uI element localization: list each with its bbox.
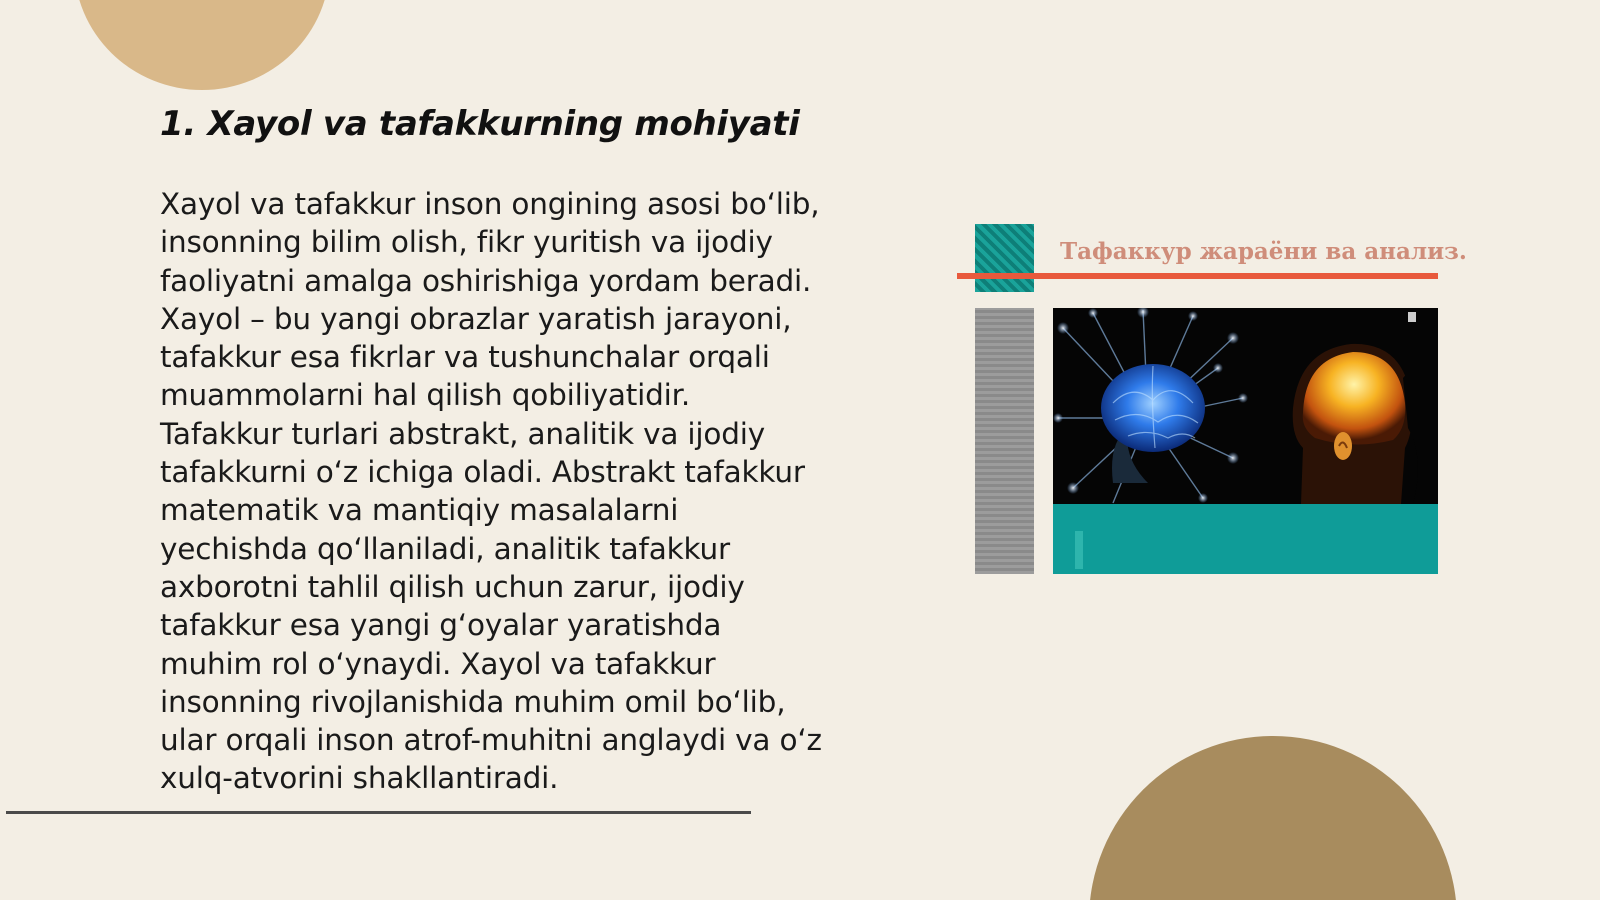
body-line: tafakkur esa fikrlar va tushunchalar orqali	[160, 340, 770, 375]
body-line: insonning rivojlanishida muhim omil bo‘lib,	[160, 684, 786, 719]
body-line: matematik va mantiqiy masalalarni	[160, 493, 679, 528]
body-line: Xayol va tafakkur inson ongining asosi bo‘lib,	[160, 187, 820, 221]
slide-body-text	[160, 185, 850, 798]
body-line: yechishda qo‘llaniladi, analitik tafakkur	[160, 531, 730, 566]
body-line: faoliyatni amalga oshirishiga yordam beradi.	[160, 263, 812, 298]
teal-pattern-square	[975, 224, 1034, 292]
decorative-circle-bottom	[1089, 736, 1457, 900]
body-line: ular orqali inson atrof-muhitni anglaydi va o‘z	[160, 723, 822, 758]
bottom-divider	[6, 811, 751, 814]
body-line: muammolarni hal qilish qobiliyatidir.	[160, 378, 690, 413]
body-line: muhim rol o‘ynaydi. Xayol va tafakkur	[160, 646, 716, 681]
body-line: tafakkurni o‘z ichiga oladi. Abstrakt tafakkur	[160, 455, 805, 490]
body-line: insonning bilim olish, fikr yuritish va ijodiy	[160, 225, 773, 260]
brain-illustration	[1053, 308, 1438, 504]
slide-title: 1. Xayol va tafakkurning mohiyati	[160, 104, 800, 144]
gray-pattern-bar	[975, 308, 1034, 574]
teal-band	[1053, 504, 1438, 574]
image-caption: Тафаккур жараёни ва анализ.	[1060, 238, 1467, 265]
body-line: Tafakkur turlari abstrakt, analitik va ijodiy	[160, 416, 766, 451]
brain-network-graphic	[1053, 308, 1438, 504]
decorative-circle-top	[74, 0, 330, 90]
teal-band-mark	[1075, 531, 1083, 569]
thinking-process-image	[956, 208, 1467, 578]
body-line: Xayol – bu yangi obrazlar yaratish jarayoni,	[160, 301, 792, 336]
body-line: axborotni tahlil qilish uchun zarur, ijodiy	[160, 569, 745, 604]
body-line: tafakkur esa yangi g‘oyalar yaratishda	[160, 608, 722, 643]
body-line: xulq-atvorini shakllantiradi.	[160, 761, 559, 796]
red-accent-line	[957, 273, 1438, 279]
